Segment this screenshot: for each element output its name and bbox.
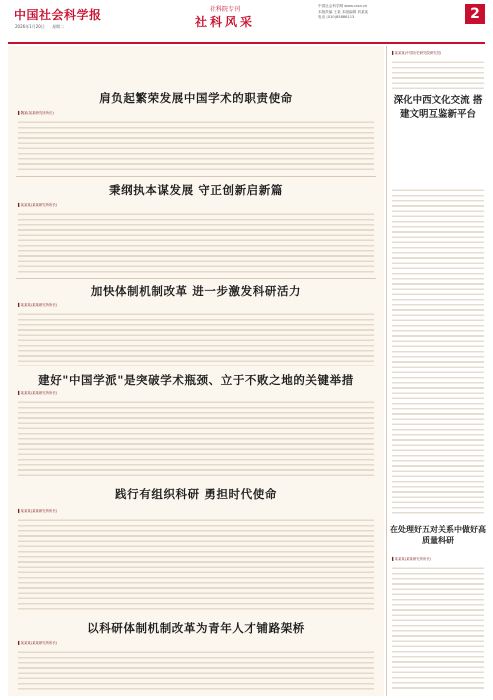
article-body	[18, 398, 374, 478]
article-headline: 以科研体制机制改革为青年人才铺路架桥	[87, 621, 305, 635]
side-column	[390, 46, 486, 696]
page-number: 2	[465, 4, 485, 24]
article-body	[18, 210, 374, 274]
side-byline: ▌某某某(某某研究所所长)	[392, 557, 432, 561]
article-byline: ▌某某某(某某研究所所长)	[18, 509, 58, 513]
side-byline: ▌某某某(中国历史研究院研究员)	[392, 51, 442, 55]
article-byline: ▌某某某(某某研究所所长)	[18, 303, 58, 307]
main-column	[8, 46, 384, 696]
side-body	[392, 58, 484, 92]
side-headline: 深化中西文化交流 搭建文明互鉴新平台	[393, 95, 483, 120]
article-headline: 加快体制机制改革 进一步激发科研活力	[90, 284, 302, 298]
masthead	[0, 0, 493, 44]
section-title: 社科风采	[194, 15, 255, 29]
article-byline: ▌某某某(某某研究所所长)	[18, 641, 58, 645]
side-body	[392, 564, 484, 692]
side-headline: 在处理好五对关系中做好高质量科研	[390, 525, 486, 545]
divider	[16, 278, 376, 279]
article-headline: 践行有组织科研 勇担时代使命	[115, 487, 277, 501]
article-byline: ▌某某某(某某研究所所长)	[18, 203, 58, 207]
article-byline: ▌某某某(某某研究所所长)	[18, 391, 58, 395]
article-body	[18, 648, 374, 692]
contact-line: 本版责编 王某 本版编辑 刘某某	[318, 9, 369, 14]
section-kicker: 社科院专刊	[209, 6, 240, 13]
divider	[16, 176, 376, 177]
column-divider	[386, 46, 387, 696]
article-body	[18, 516, 374, 612]
masthead-rule	[8, 42, 485, 44]
article-body	[18, 118, 374, 172]
issue-weekday: 星期二	[52, 24, 65, 29]
contact-info	[318, 4, 458, 21]
issue-date: 2026年1月20日	[15, 24, 45, 29]
newspaper-logo: 中国社会科学报	[14, 8, 102, 22]
article-headline: 建好"中国学派"是突破学术瓶颈、立于不败之地的关键举措	[38, 373, 354, 387]
article-byline: ▌魏某(某某研究所所长)	[18, 111, 54, 115]
contact-line: 电话 (010)85886113	[318, 15, 355, 19]
article-headline: 秉纲执本谋发展 守正创新启新篇	[108, 183, 283, 197]
article-headline: 肩负起繁荣发展中国学术的职责使命	[99, 91, 293, 105]
side-body	[392, 186, 484, 516]
section-header	[180, 4, 270, 30]
contact-line: 中国社会科学网 www.cssn.cn	[318, 4, 368, 8]
dateline	[15, 24, 70, 30]
article-body	[18, 310, 374, 366]
